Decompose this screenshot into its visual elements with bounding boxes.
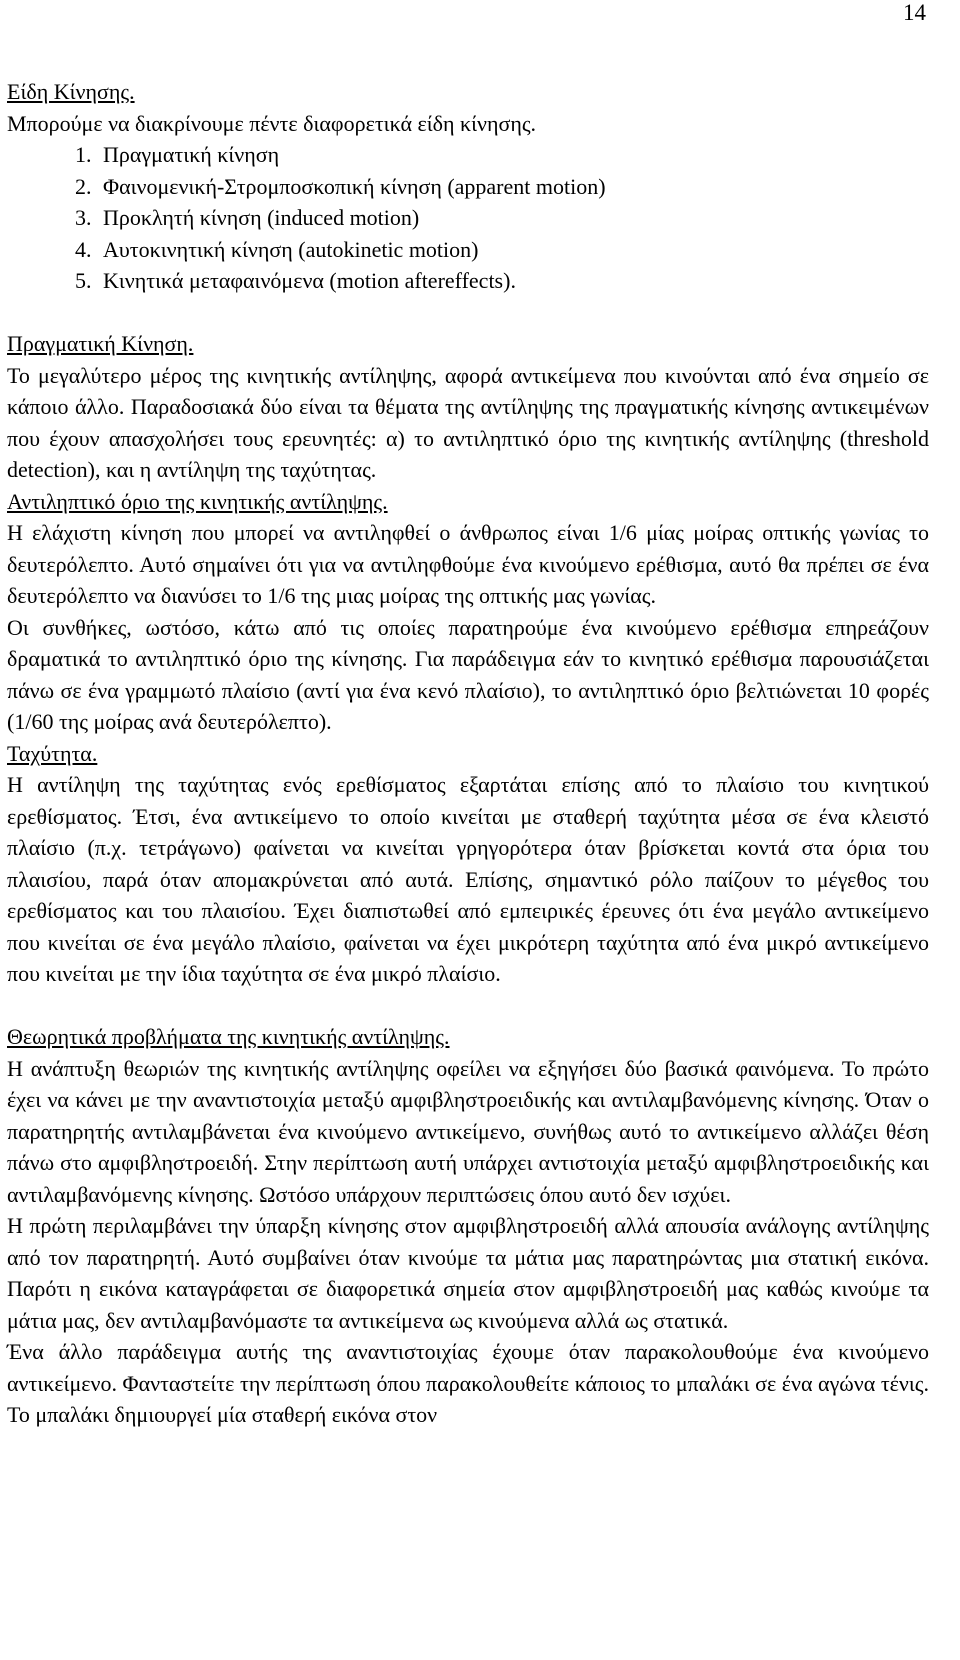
- list-item: [75, 139, 929, 171]
- motion-types-list: [7, 139, 929, 297]
- paragraph: Το μεγαλύτερο μέρος της κινητικής αντίληψης, αφορά αντικείμενα που κινούνται από ένα σημείο σε κάποιο άλλο. Παραδοσιακά δύο είναι τα θέματα της αντίληψης της πραγματικής κίνησης αντικειμένων που έχουν απασχολήσει τους ερευνητές: α) το αντιληπτικό όριο της κινητικής αντίληψης (threshold detection), και η αντίληψη της ταχύτητας.: [7, 362, 929, 482]
- list-item: [75, 202, 929, 234]
- paragraph: Η αντίληψη της ταχύτητας ενός ερεθίσματος εξαρτάται επίσης από το πλαίσιο του κινητικού ερεθίσματος. Έτσι, ένα αντικείμενο το οποίο κινείται με σταθερή ταχύτητα μέσα σε ένα κλειστό πλαίσιο (π.χ. τετράγωνο) φαίνεται να κινείται γρηγορότερα όταν βρίσκεται κοντά στα όρια του πλαισίου, παρά όταν απομακρύνεται από αυτά. Επίσης, σημαντικό ρόλο παίζουν το μέγεθος του ερεθίσματος και του πλαισίου. Έχει διαπιστωθεί από εμπειρικές έρευνες ότι ένα μεγάλο αντικείμενο που κινείται σε ένα μεγάλο πλαίσιο, φαίνεται να έχει μικρότερη ταχύτητα από ένα μικρό αντικείμενο που κινείται με την ίδια ταχύτητα σε ένα μικρό πλαίσιο.: [7, 772, 929, 986]
- list-item: [75, 171, 929, 203]
- list-item-number: 1.: [75, 142, 92, 167]
- section-heading-speed: Ταχύτητα.: [7, 740, 98, 766]
- list-item-number: 2.: [75, 173, 92, 199]
- page-number: 14: [903, 0, 926, 25]
- paragraph: Ένα άλλο παράδειγμα αυτής της αναντιστοιχίας έχουμε όταν παρακολουθούμε ένα κινούμενο αντικείμενο. Φανταστείτε την περίπτωση όπου παρακολουθείτε κάποιος το μπαλάκι σε ένα αγώνα τένις. Το μπαλάκι δημιουργεί μία σταθερή εικόνα στον: [7, 1339, 929, 1427]
- list-item: [75, 265, 929, 297]
- list-item-text: Κινητικά μεταφαινόμενα (motion aftereffects).: [103, 268, 516, 293]
- section-heading-real-motion: Πραγματική Κίνηση.: [7, 331, 194, 356]
- list-item-number: 5.: [75, 268, 92, 293]
- paragraph: Η πρώτη περιλαμβάνει την ύπαρξη κίνησης στον αμφιβληστροειδή αλλά απουσία ανάλογης αντίληψης από τον παρατηρητή. Αυτό συμβαίνει όταν κινούμε τα μάτια μας παρατηρώντας μια στατική εικόνα. Παρότι η εικόνα καταγράφεται σε διαφορετικά σημεία στον αμφιβληστροειδή μας καθώς κινούμε τα μάτια μας, δεν αντιλαμβανόμαστε τα αντικείμενα ως κινούμενα αλλά ως στατικά.: [7, 1213, 929, 1333]
- section-heading-threshold: Αντιληπτικό όριο της κινητικής αντίληψης.: [7, 488, 388, 514]
- list-item: [75, 234, 929, 266]
- document-body: [7, 76, 929, 1431]
- list-item-text: Προκλητή κίνηση (induced motion): [103, 205, 420, 230]
- paragraph: Οι συνθήκες, ωστόσο, κάτω από τις οποίες παρατηρούμε ένα κινούμενο ερέθισμα επηρεάζουν δραματικά το αντιληπτικό όριο της κίνησης. Για παράδειγμα εάν το κινητικό ερέθισμα παρουσιάζεται πάνω σε ένα γραμμωτό πλαίσιο (αντί για ένα κενό πλαίσιο), το αντιληπτικό όριο βελτιώνεται 10 φορές (1/60 της μοίρας ανά δευτερόλεπτο).: [7, 614, 929, 734]
- paragraph: Η ελάχιστη κίνηση που μπορεί να αντιληφθεί ο άνθρωπος είναι 1/6 μίας μοίρας οπτικής γωνίας το δευτερόλεπτο. Αυτό σημαίνει ότι για να αντιληφθούμε ένα κινούμενο ερέθισμα, αυτό θα πρέπει σε ένα δευτερόλεπτο να διανύσει το 1/6 της μιας μοίρας της οπτικής μας γωνίας.: [7, 520, 929, 608]
- section-intro: Μπορούμε να διακρίνουμε πέντε διαφορετικά είδη κίνησης.: [7, 110, 537, 136]
- spacer: [7, 990, 929, 1022]
- list-item-text: Αυτοκινητική κίνηση (autokinetic motion): [103, 236, 479, 262]
- list-item-number: 3.: [75, 205, 92, 230]
- list-item-text: Φαινομενική-Στρομποσκοπική κίνηση (apparent motion): [103, 173, 606, 199]
- section-heading-motion-types: Είδη Κίνησης.: [7, 79, 135, 104]
- list-item-number: 4.: [75, 236, 92, 262]
- list-item-text: Πραγματική κίνηση: [103, 142, 280, 167]
- spacer: [7, 297, 929, 329]
- paragraph: Η ανάπτυξη θεωριών της κινητικής αντίληψης οφείλει να εξηγήσει δύο βασικά φαινόμενα. Το πρώτο έχει να κάνει με την αναντιστοιχία μεταξύ αμφιβληστροειδικής και αντιλαμβανόμενης κίνησης. Όταν ο παρατηρητής αντιλαμβάνεται ένα κινούμενο αντικείμενο, συνήθως αυτό το αντικείμενο αλλάζει θέση πάνω στο αμφιβληστροειδή. Στην περίπτωση αυτή υπάρχει αντιστοιχία μεταξύ αμφιβληστροειδικής και αντιλαμβανόμενης κίνησης. Ωστόσο υπάρχουν περιπτώσεις όπου αυτό δεν ισχύει.: [7, 1055, 929, 1207]
- section-heading-theory: Θεωρητικά προβλήματα της κινητικής αντίληψης.: [7, 1024, 450, 1049]
